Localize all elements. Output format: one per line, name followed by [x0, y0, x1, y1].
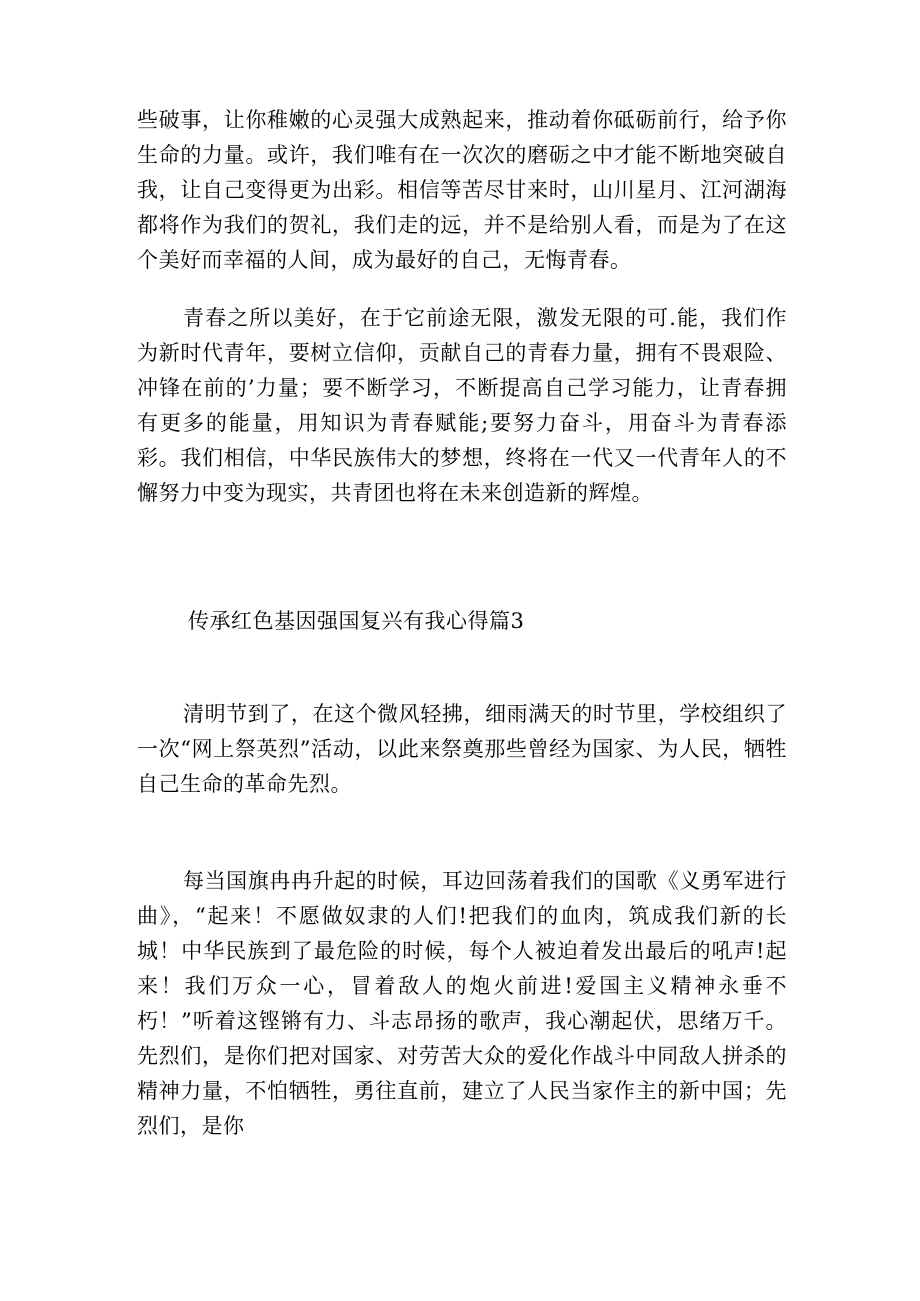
section-heading: 传承红色基因强国复兴有我心得篇3	[188, 609, 525, 633]
paragraph-anthem: 每当国旗冉冉升起的时候，耳边回荡着我们的国歌《义勇军进行曲》，“起来！不愿做奴隶的人们!把我们的血肉，筑成我们新的长城！中华民族到了最危险的时候，每个人被迫着发出最后的吼声!起来！我们万众一心，冒着敌人的炮火前进!爱国主义精神永垂不朽！”听着这铿锵有力、斗志昂扬的歌声，我心潮起伏，思绪万千。先烈们，是你们把对国家、对劳苦大众的爱化作战斗中同敌人拼杀的精神力量，不怕牺牲，勇往直前，建立了人民当家作主的新中国；先烈们，是你	[137, 869, 787, 1138]
paragraph-continuation: 些破事，让你稚嫩的心灵强大成熟起来，推动着你砥砺前行，给予你生命的力量。或许，我们唯有在一次次的磨砺之中才能不断地突破自我，让自己变得更为出彩。相信等苦尽甘来时，山川星月、江河湖海都将作为我们的贺礼，我们走的远，并不是给别人看，而是为了在这个美好而幸福的人间，成为最好的自己，无悔青春。	[137, 108, 787, 272]
paragraph-qingming: 清明节到了，在这个微风轻拂，细雨满天的时节里，学校组织了一次“网上祭英烈”活动，以此来祭奠那些曾经为国家、为人民，牺牲自己生命的革命先烈。	[137, 702, 787, 796]
paragraph-youth: 青春之所以美好，在于它前途无限，激发无限的可.能，我们作为新时代青年，要树立信仰，贡献自己的青春力量，拥有不畏艰险、冲锋在前的’力量；要不断学习，不断提高自己学习能力，让青春拥有更多的能量，用知识为青春赋能;要努力奋斗，用奋斗为青春添彩。我们相信，中华民族伟大的梦想，终将在一代又一代青年人的不懈努力中变为现实，共青团也将在未来创造新的辉煌。	[137, 306, 787, 505]
